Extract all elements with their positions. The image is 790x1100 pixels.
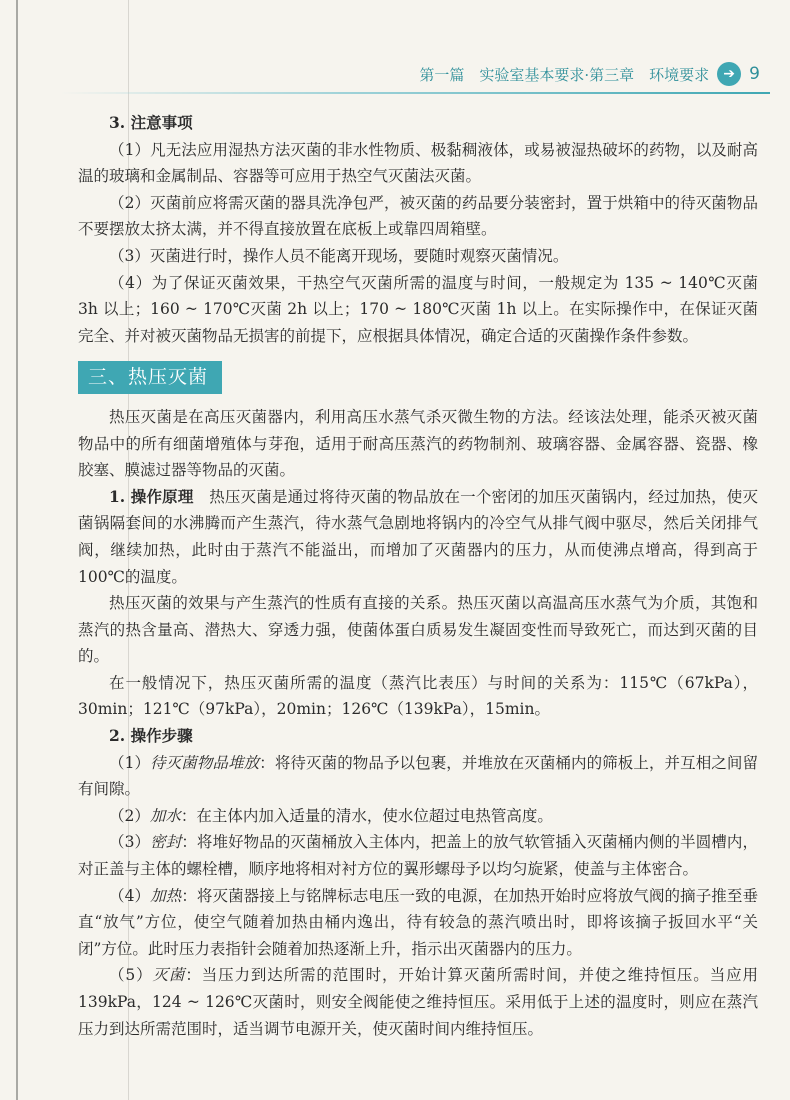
section-intro: 热压灭菌是在高压灭菌器内，利用高压水蒸气杀灭微生物的方法。经该法处理，能杀灭被灭菌物品中的所有细菌增殖体与芽孢，适用于耐高压蒸汽的药物制剂、玻璃容器、金属容器、瓷器、橡胶塞、膜滤过器等物品的灭菌。	[78, 407, 758, 480]
header-rule	[60, 92, 770, 94]
notes-paragraph-4: （4）为了保证灭菌效果，干热空气灭菌所需的温度与时间，一般规定为 135 ~ 140℃灭菌 3h 以上；160 ~ 170℃灭菌 2h 以上；170 ~ 180℃灭菌 1h 以上。在实际操作中，在保证灭菌完全、并对被灭菌物品无损害的前提下，应根据具体情况，确定合适的灭菌操作条件参数。	[78, 273, 758, 345]
principle-heading: 1. 操作原理	[109, 486, 194, 506]
notes-paragraph-2: （2）灭菌前应将需灭菌的器具洗净包严，被灭菌的药品要分装密封，置于烘箱中的待灭菌物品不要摆放太挤太满，并不得直接放置在底板上或靠四周箱壁。	[78, 193, 758, 239]
step-label: （3）	[109, 833, 151, 852]
step-term: 加水	[149, 806, 181, 825]
step-text: ：在主体内加入适量的清水，使水位超过电热管高度。	[180, 806, 553, 825]
step-term: 待灭菌物品堆放	[150, 753, 260, 772]
step-item	[78, 803, 758, 830]
step-item	[78, 750, 758, 803]
section-heading	[78, 361, 758, 394]
notes-paragraph-1: （1）凡无法应用湿热方法灭菌的非水性物质、极黏稠液体，或易被湿热破坏的药物，以及耐高温的玻璃和金属制品、容器等可应用于热空气灭菌法灭菌。	[78, 140, 758, 186]
binding-line	[16, 0, 18, 1100]
step-text: ：当压力到达所需的范围时，开始计算灭菌所需时间，并使之维持恒压。当应用 139kPa，124 ~ 126℃灭菌时，则安全阀能使之维持恒压。采用低于上述的温度时，则应在蒸汽压力到达所需范围时，适当调节电源开关，使灭菌时间内维持恒压。	[78, 966, 758, 1038]
conditions-paragraph: 在一般情况下，热压灭菌所需的温度（蒸汽比表压）与时间的关系为：115℃（67kPa），30min；121℃（97kPa），20min；126℃（139kPa），15min。	[78, 673, 758, 719]
step-label: （2）	[109, 806, 150, 825]
step-text: ：将堆好物品的灭菌桶放入主体内，把盖上的放气软管插入灭菌桶内侧的半圆槽内，对正盖与主体的螺栓槽，顺序地将相对衬方位的翼形螺母予以均匀旋紧，使盖与主体密合。	[78, 833, 758, 879]
step-label: （1）	[109, 753, 151, 772]
running-header	[419, 62, 760, 86]
step-text: ：将灭菌器接上与铭牌标志电压一致的电源，在加热开始时应将放气阀的摘子推至垂直“放气”方位，使空气随着加热由桶内逸出，待有较急的蒸汽喷出时，即将该摘子扳回水平“关闭”方位。此时压力表指针会随着加热逐渐上升，指示出灭菌器内的压力。	[78, 886, 758, 958]
principle-paragraph	[78, 484, 758, 590]
step-item	[78, 962, 758, 1042]
step-label: （5）	[109, 966, 153, 985]
running-header-text: 第一篇 实验室基本要求·第三章 环境要求	[419, 65, 710, 84]
page-number: 9	[749, 64, 760, 84]
notes-paragraph-3: （3）灭菌进行时，操作人员不能离开现场，要随时观察灭菌情况。	[109, 246, 569, 265]
principle-text: 热压灭菌是通过将待灭菌的物品放在一个密闭的加压灭菌锅内，经过加热，使灭菌锅隔套间的水沸腾而产生蒸汽，待水蒸气急剧地将锅内的冷空气从排气阀中驱尽，然后关闭排气阀，继续加热，此时由于蒸汽不能溢出，而增加了灭菌器内的压力，从而使沸点增高，得到高于 100℃的温度。	[78, 487, 758, 586]
page-body	[78, 110, 758, 1042]
arrow-icon: ➔	[717, 62, 741, 86]
effect-paragraph: 热压灭菌的效果与产生蒸汽的性质有直接的关系。热压灭菌以高温高压水蒸气为介质，其饱和蒸汽的热含量高、潜热大、穿透力强，使菌体蛋白质易发生凝固变性而导致死亡，而达到灭菌的目的。	[78, 594, 758, 666]
step-label: （4）	[109, 886, 151, 905]
step-item	[78, 883, 758, 963]
step-text: ：将待灭菌的物品予以包裹，并堆放在灭菌桶内的筛板上，并互相之间留有间隙。	[78, 753, 758, 799]
step-item	[78, 829, 758, 882]
steps-heading: 2. 操作步骤	[109, 726, 193, 746]
section-heading-label: 三、热压灭菌	[78, 361, 222, 394]
notes-heading: 3. 注意事项	[109, 113, 193, 132]
step-term: 灭菌	[152, 966, 186, 985]
step-term: 密封	[150, 833, 182, 852]
step-term: 加热	[150, 886, 182, 905]
